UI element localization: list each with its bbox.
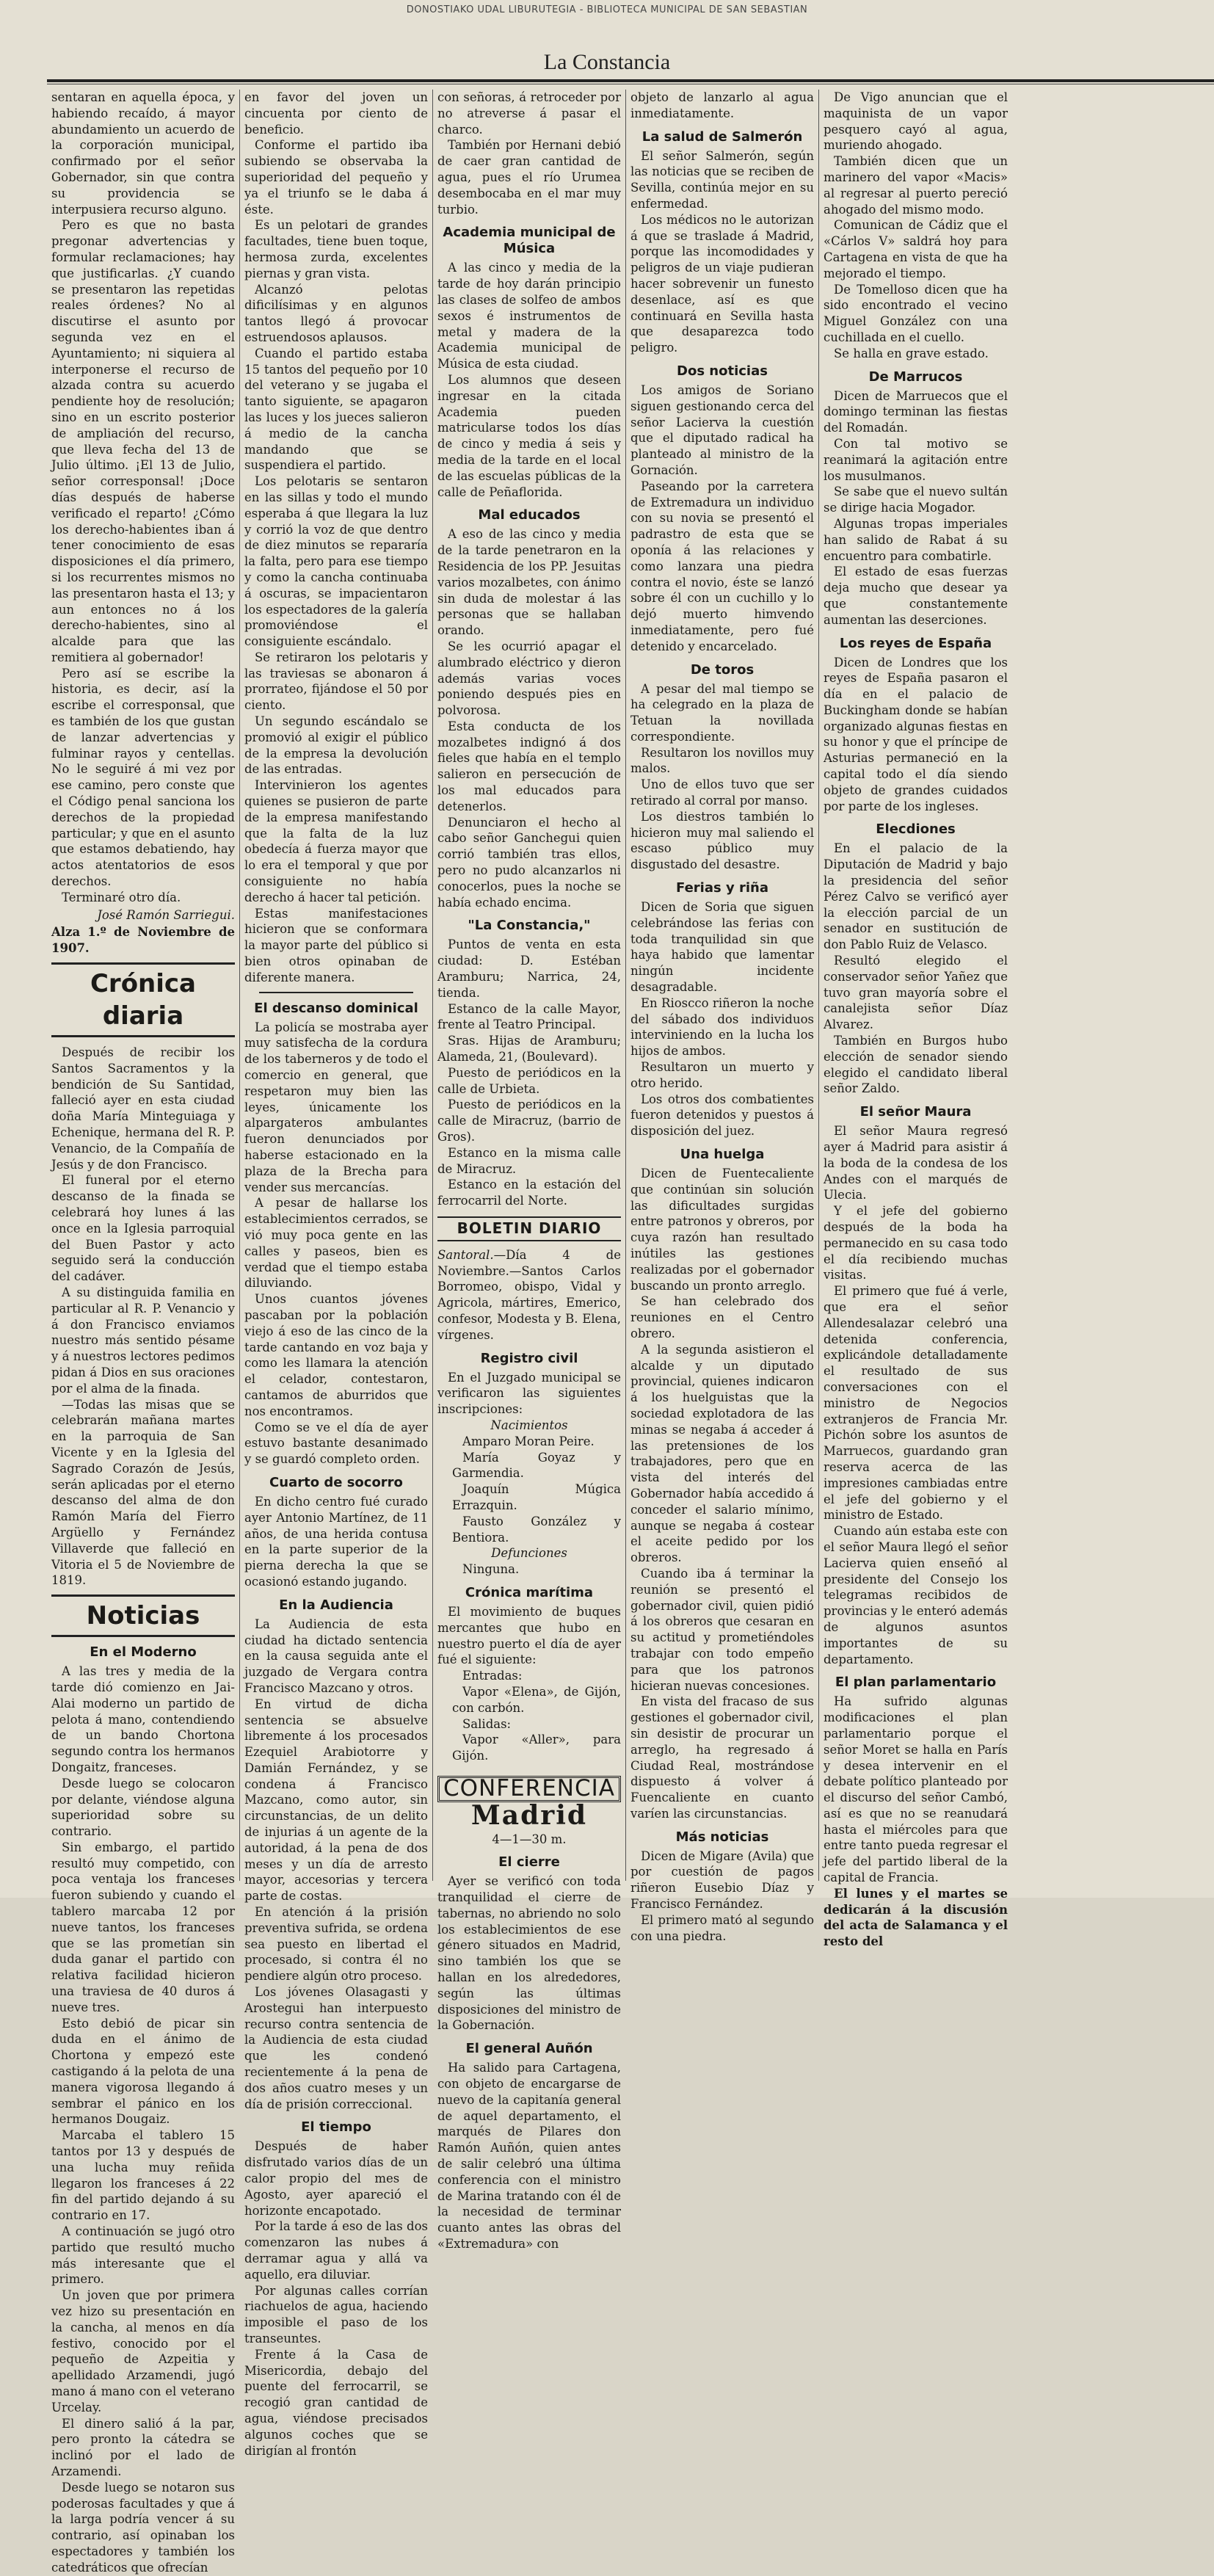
- signature: José Ramón Sarriegui.: [97, 907, 235, 922]
- article-text: Paseando por la carretera de Extremadura un individuo con su novia se presentó el padrastro de esta que se oponía á las relaciones y como lanzara una piedra contra el novio, éste se lanzó sobre él con un cuchillo y lo dejó muerto himvendo inmediatamente, pero fué detenido y encarcelado.: [630, 479, 814, 653]
- article-text: Dicen de Soria que siguen celebrándose las ferias con toda tranquilidad sin que haya habido que lamentar ningún incidente desagradable.: [630, 900, 814, 995]
- heading-huelga: Una huelga: [680, 1147, 765, 1163]
- article-text: En el palacio de la Diputación de Madrid y bajo la presidencia del señor Pérez Calvo se verificó ayer la elección parcial de un senador en sustitución de don Pablo Ruiz de Velasco.: [824, 841, 1008, 952]
- article-text: Se sabe que el nuevo sultán se dirige hacia Mogador.: [824, 485, 1008, 515]
- article-text: Denunciaron el hecho al cabo señor Ganchegui quien corrió también tras ellos, pero no pudo alcanzarlos ni conocerlos, pues la noche se había echado encima.: [437, 815, 621, 910]
- article-text: Por algunas calles corrían riachuelos de agua, haciendo imposible el paso de los transeuntes.: [244, 2283, 428, 2345]
- article-text: También dicen que un marinero del vapor «Macis» al regresar al puerto pereció ahogado del mismo modo.: [824, 154, 1008, 217]
- label-salidas: Salidas:: [462, 1716, 512, 1731]
- column-3: [433, 90, 626, 2252]
- separator: [259, 992, 413, 993]
- article-text: En el Juzgado municipal se verificaron las siguientes inscripciones:: [437, 1370, 621, 1417]
- heading-boletin: BOLETIN DIARIO: [437, 1216, 621, 1241]
- article-text: Ha sufrido algunas modificaciones el plan parlamentario porque el señor Moret se halla en París y desea intervenir en el debate político planteado por el discurso del señor Cambó, así es que no se reanudará hasta el miércoles para que entre tanto pueda regresar el jefe del partido liberal de la capital de Francia.: [824, 1694, 1008, 1885]
- article-text: De Vigo anuncian que el maquinista de un vapor pesquero cayó al agua, muriendo ahogado.: [824, 90, 1008, 153]
- article-text: A pesar de hallarse los establecimientos cerrados, se vió muy poca gente en las calles y paseos, bien es verdad que el tiempo estaba diluviando.: [244, 1196, 428, 1291]
- heading-aunon: El general Auñón: [465, 2041, 593, 2057]
- article-text: Algunas tropas imperiales han salido de Rabat á su encuentro para combatirle.: [824, 516, 1008, 563]
- article-text: Cuando el partido estaba 15 tantos del pequeño por 10 del veterano y se jugaba el tanto siguiente, se apagaron las luces y los jueces salieron á medio de la cancha mandando que se suspendiera el partido.: [244, 346, 428, 473]
- article-text: A pesar del mal tiempo se ha celegrado en la plaza de Tetuan la novillada correspondiente.: [630, 681, 814, 744]
- article-text: Se retiraron los pelotaris y las traviesas se abonaron á prorrateo, fijándose el 50 por ciento.: [244, 650, 428, 713]
- article-text: Frente á la Casa de Misericordia, debajo del puente del ferrocarril, se recogió gran cantidad de agua, viéndose precisados algunos coches que se dirigían al frontón: [244, 2347, 428, 2458]
- heading-conferencia: CONFERENCIA: [437, 1776, 621, 1802]
- article-text: Un segundo escándalo se promovió al exigir el público de la empresa la devolución de las entradas.: [244, 714, 428, 777]
- article-text: Se halla en grave estado.: [834, 346, 989, 360]
- article-text: Los alumnos que deseen ingresar en la citada Academia pueden matricularse todos los días de cinco y media á seis y media de la tarde en el local de las escuelas públicas de la calle de Peñaflorida.: [437, 372, 621, 499]
- column-5: [819, 90, 1012, 1949]
- heading-academia: Academia municipal de Música: [443, 225, 616, 257]
- article-text: El funeral por el eterno descanso de la finada se celebrará hoy lunes á las once en la Iglesia parroquial del Buen Pastor y acto seguido será la conducción del cadáver.: [51, 1173, 235, 1284]
- santoral-text: [437, 1247, 621, 1343]
- masthead: La Constancia: [543, 50, 671, 74]
- article-text: También en Burgos hubo elección de senador siendo elegido el candidato liberal señor Zaldo.: [824, 1034, 1008, 1096]
- article-text: Estanco de la calle Mayor, frente al Teatro Principal.: [437, 1001, 621, 1032]
- heading-elecciones: Elecdiones: [876, 821, 956, 838]
- article-text: Estanco en la estación del ferrocarril del Norte.: [437, 1178, 621, 1208]
- article-text: Dicen de Fuentecaliente que continúan sin solución las dificultades surgidas entre patronos y obreros, por cuya razón han resultado inútiles las gestiones realizadas por el gobernador buscando un pronto arreglo.: [630, 1167, 814, 1293]
- article-text: Esto debió de picar sin duda en el ánimo de Chortona y empezó este castigando á la pelota de una manera vigorosa llegando á sembrar el pánico en los hermanos Dougaiz.: [51, 2016, 235, 2127]
- article-text: Sin embargo, el partido resultó muy competido, con poca ventaja los franceses fueron subiendo y cuando el tablero marcaba 12 por nueve tantos, los franceses que se las prometían sin duda ganar el partido con relativa facilidad hicieron una traviesa de 40 duros á nueve tres.: [51, 1840, 235, 2014]
- santoral-body: —Día 4 de Noviembre.—Santos Carlos Borromeo, obispo, Vidal y Agricola, mártires, Emerico, confesor, Modesta y B. Elena, vírgenes.: [437, 1247, 621, 1342]
- article-text: El señor Maura regresó ayer á Madrid para asistir á la boda de la condesa de los Andes con el marqués de Ulecia.: [824, 1124, 1008, 1202]
- label-defunciones: Defunciones: [491, 1546, 567, 1561]
- article-text: Resultaron los novillos muy malos.: [630, 745, 814, 776]
- heading-dos-noticias: Dos noticias: [677, 363, 768, 379]
- column-1: [47, 90, 240, 2575]
- article-text: Ayer se verificó con toda tranquilidad el cierre de tabernas, no abriendo no solo los establecimientos de ese género situados en Madrid, sino también los que se hallan en los alrededores, según las últimas disposiciones del ministro de la Gobernación.: [437, 1874, 621, 2033]
- column-2: [240, 90, 433, 2458]
- heading-mal-educados: Mal educados: [478, 507, 581, 523]
- heading-madrid: Madrid: [470, 1799, 588, 1831]
- article-text: A las cinco y media de la tarde de hoy darán principio las clases de solfeo de ambos sexos é instrumentos de metal y madera de la Academia municipal de Música de esta ciudad.: [437, 261, 621, 371]
- dateline: Alza 1.º de Noviembre de 1907.: [51, 925, 235, 956]
- article-text: Ha salido para Cartagena, con objeto de encargarse de nuevo de la capitanía general de aquel departamento, el marqués de Pilares don Ramón Auñón, quien antes de salir celebró una última conferencia con el ministro de Marina tratando con él de la necesidad de terminar cuanto antes las obras del «Extremadura» con: [437, 2061, 621, 2252]
- article-text: Resultaron un muerto y otro herido.: [630, 1060, 814, 1090]
- article-text: Marcaba el tablero 15 tantos por 13 y después de una lucha muy reñida llegaron los franceses á 22 fin del partido dejando á su contrario en 17.: [51, 2128, 235, 2223]
- archive-header: DONOSTIAKO UDAL LIBURUTEGIA - BIBLIOTECA MUNICIPAL DE SAN SEBASTIAN: [406, 4, 808, 15]
- article-text: De Tomelloso dicen que ha sido encontrado el vecino Miguel González con una cuchillada en el cuello.: [824, 282, 1008, 344]
- columns: [47, 90, 1213, 2575]
- birth-entry: Fausto González y Bentiora.: [452, 1514, 621, 1545]
- article-text: Estas manifestaciones hicieron que se conformara la mayor parte del público si bien otros opinaban de diferente manera.: [244, 906, 428, 984]
- article-text: Conforme el partido iba subiendo se observaba la superioridad del pequeño y ya el triunfo se le daba á éste.: [244, 138, 428, 217]
- heading-marruecos: De Marrucos: [868, 369, 963, 385]
- article-text: Se les ocurrió apagar el alumbrado eléctrico y dieron además varias voces poniendo después pies en polvorosa.: [437, 639, 621, 718]
- heading-maura: El señor Maura: [859, 1104, 972, 1120]
- article-text: Puntos de venta en esta ciudad: D. Estéban Aramburu; Narrica, 24, tienda.: [437, 937, 621, 1000]
- article-text: Los pelotaris se sentaron en las sillas y todo el mundo esperaba á que llegara la luz y corrió la voz de que dentro de diez minutos se repararía la falta, pero para ese tiempo y como la cancha continuaba á oscuras, se impacientaron los espectadores de la galería promoviéndose el consiguiente escándalo.: [244, 474, 428, 649]
- article-text: Cuando iba á terminar la reunión se presentó el gobernador civil, quien pidió á los obreros que cesaran en su actitud y prometiéndoles trabajar con todo empeño para que los patronos hicieran nuevas concesiones.: [630, 1566, 814, 1693]
- article-text: La Audiencia de esta ciudad ha dictado sentencia en la causa seguida ante el juzgado de Vergara contra Francisco Mazcano y otros.: [244, 1617, 428, 1695]
- article-text: El lunes y el martes se dedicarán á la discusión del acta de Salamanca y el resto del: [824, 1886, 1008, 1949]
- article-text: Se han celebrado dos reuniones en el Centro obrero.: [630, 1294, 814, 1340]
- article-text: Intervinieron los agentes quienes se pusieron de parte de la empresa manifestando que la falta de la luz obedecía á fuerza mayor que lo era el temporal y que por consiguiente no había derecho á hacer tal petición.: [244, 778, 428, 904]
- article-text: Con tal motivo se reanimará la agitación entre los musulmanos.: [824, 436, 1008, 483]
- article-text: Después de haber disfrutado varios días de un calor propio del mes de Agosto, ayer apareció el horizonte encapotado.: [244, 2139, 428, 2218]
- article-text: Comunican de Cádiz que el «Cárlos V» saldrá hoy para Cartagena en vista de que ha mejorado el tiempo.: [824, 218, 1008, 280]
- article-text: con señoras, á retroceder por no atreverse á pasar el charco.: [437, 90, 621, 137]
- article-text: Y el jefe del gobierno después de la boda ha permanecido en su casa todo el día recibiendo muchas visitas.: [824, 1204, 1008, 1282]
- article-text: sentaran en aquella época, y habiendo recaído, á mayor abundamiento un acuerdo de la corporación municipal, confirmado por el señor Gobernador, sin que contra su providencia se interpusiera recurso alguno.: [51, 90, 235, 217]
- heading-audiencia: En la Audiencia: [279, 1597, 393, 1613]
- article-text: A eso de las cinco y media de la tarde penetraron en la Residencia de los PP. Jesuitas varios mozalbetes, con ánimo sin duda de molestar á las personas que se hallaban orando.: [437, 527, 621, 638]
- article-text: Es un pelotari de grandes facultades, tiene buen toque, hermosa zurda, excelentes piernas y gran vista.: [244, 218, 428, 280]
- article-text: En vista del fracaso de sus gestiones el gobernador civil, sin desistir de procurar un arreglo, ha regresado á Ciudad Real, mostrándose dispuesto á volver á Fuencaliente en cuanto varíen las circunstancias.: [630, 1694, 814, 1821]
- article-text: En Rioscco riñeron la noche del sábado dos individuos interviniendo en la lucha los hijos de ambos.: [630, 995, 814, 1059]
- article-text: El señor Salmerón, según las noticias que se reciben de Sevilla, continúa mejor en su enfermedad.: [630, 148, 814, 211]
- heading-tiempo: El tiempo: [301, 2119, 371, 2136]
- article-text: Unos cuantos jóvenes pascaban por la población viejo á eso de las cinco de la tarde cantando en voz baja y como les llamara la atención el celador, contestaron, cantamos de aburridos que nos encontramos.: [244, 1292, 428, 1418]
- heading-socorro: Cuarto de socorro: [269, 1474, 403, 1490]
- article-text: Dicen de Londres que los reyes de España pasaron el día en el palacio de Buckingham donde se habían organizado algunas fiestas en su honor y que el príncipe de Asturias permaneció en la capital todo el día siendo objeto de grandes cuidados por parte de los ingleses.: [824, 655, 1008, 813]
- article-text: Por la tarde á eso de las dos comenzaron las nubes á derramar agua y allá va aquello, era diluviar.: [244, 2219, 428, 2282]
- article-text: Pero es que no basta pregonar advertencias y formular reclamaciones; hay que justificarlas. ¿Y cuando se presentaron las repetidas reales órdenes? No al discutirse el asunto por segunda vez en el Ayuntamiento; ni siquiera al interponerse el recurso de alzada contra su acuerdo pendiente hoy de resolución; sino en un escrito posterior de ampliación del recurso, que lleva fecha del 13 de Julio último. ¡El 13 de Julio, señor corresponsal! ¡Doce días después de haberse verificado el reparto! ¿Cómo los derecho-habientes iban á tener conocimiento de esas disposiciones el día primero, si los recurrentes mismos no las presentaron hasta el 13; y aun entonces no á los derecho-habientes, sino al alcalde para que las remitiera al gobernador!: [51, 218, 235, 664]
- article-text: A continuación se jugó otro partido que resultó mucho más interesante que el primero.: [51, 2224, 235, 2287]
- article-text: Alcanzó pelotas dificilísimas y en algunos tantos llegó á provocar estruendosos aplausos.: [244, 282, 428, 344]
- article-text: Los médicos no le autorizan á que se traslade á Madrid, porque las incomodidades y peligros de un viaje pudieran hacer sobrevenir un funesto desenlace, así es que continuará en Sevilla hasta que desaparezca todo peligro.: [630, 212, 814, 355]
- article-text: Los amigos de Soriano siguen gestionando cerca del señor Lacierva la cuestión que el diputado radical ha planteado al ministro de la Gornación.: [630, 382, 814, 477]
- article-text: Puesto de periódicos en la calle de Urbieta.: [437, 1065, 621, 1096]
- death-entry: Ninguna.: [462, 1562, 520, 1577]
- article-text: objeto de lanzarlo al agua inmediatamente.: [630, 90, 814, 120]
- article-text: Terminaré otro día.: [62, 890, 181, 904]
- label-nacimientos: Nacimientos: [490, 1418, 568, 1432]
- section-title-cronica: Crónica diaria: [51, 962, 235, 1037]
- article-text: Dicen de Migare (Avila) que por cuestión de pagos riñeron Eusebio Díaz y Francisco Fernández.: [630, 1848, 814, 1912]
- article-text: En dicho centro fué curado ayer Antonio Martínez, de 11 años, de una herida contusa en la parte superior de la pierna derecha la que se ocasionó estando jugando.: [244, 1494, 428, 1589]
- heading-salmeron: La salud de Salmerón: [641, 128, 803, 145]
- article-text: Puesto de periódicos en la calle de Miracruz, (barrio de Gros).: [437, 1097, 621, 1144]
- birth-entry: Amparo Moran Peire.: [462, 1434, 595, 1448]
- column-4: [626, 90, 819, 1943]
- heading-la-constancia: "La Constancia,": [468, 918, 591, 934]
- article-text: Esta conducta de los mozalbetes indignó á dos fieles que había en el templo salieron en persecución de los mal educados para detenerlos.: [437, 719, 621, 813]
- madrid-time: 4—1—30 m.: [492, 1832, 567, 1846]
- label-entradas: Entradas:: [462, 1669, 523, 1683]
- article-text: A las tres y media de la tarde dió comienzo en Jai-Alai moderno un partido de pelota á mano, contendiendo de un bando Chortona segundo contra los hermanos Dongaitz, franceses.: [51, 1664, 235, 1774]
- article-text: Después de recibir los Santos Sacramentos y la bendición de Su Santidad, falleció ayer en esta ciudad doña María Minteguiaga y Echenique, hermana del R. P. Venancio, de la Compañía de Jesús y de don Francisco.: [51, 1045, 235, 1172]
- article-text: Pero así se escribe la historia, es decir, así la escribe el corresponsal, que es también de los que gustan de lanzar advertencias y fulminar rayos y centellas. No le seguiré á mi vez por ese camino, pero conste que el Código penal sanciona los derechos de la propiedad particular; y que en el asunto que estamos debatiendo, hay actos atentatorios de esos derechos.: [51, 666, 235, 889]
- article-text: En virtud de dicha sentencia se absuelve libremente á los procesados Ezequiel Arabiotorre y Damián Fernández, y se condena á Francisco Mazcano, como autor, sin circunstancias, de un delito de injurias á un agente de la autoridad, á la pena de dos meses y un día de arresto mayor, accesorias y tercera parte de costas.: [244, 1697, 428, 1904]
- article-text: Estanco en la misma calle de Miracruz.: [437, 1145, 621, 1176]
- article-text: —Todas las misas que se celebrarán mañana martes en la parroquia de San Vicente y en la Iglesia del Sagrado Corazón de Jesús, serán aplicadas por el eterno descanso del alma de don Ramón María del Fierro Argüello y Fernández Villaverde que falleció en Vitoria el 5 de Noviembre de 1819.: [51, 1397, 235, 1588]
- heading-maritima: Crónica marítima: [465, 1584, 594, 1600]
- article-text: Cuando aún estaba este con el señor Maura llegó el señor Lacierva quien enseñó al presidente del Consejo los telegramas recibidos de provincias y le enteró además de algunos asuntos importantes de su departamento.: [824, 1524, 1008, 1666]
- article-text: A su distinguida familia en particular al R. P. Venancio y á don Francisco enviamos nuestro más sentido pésame y á nuestros lectores pedimos pidan á Dios en sus oraciones por el alma de la finada.: [51, 1285, 235, 1396]
- heading-mas-noticias: Más noticias: [675, 1829, 769, 1845]
- santoral-label: Santoral.: [437, 1247, 494, 1262]
- article-text: Los otros dos combatientes fueron detenidos y puestos á disposición del juez.: [630, 1092, 814, 1139]
- section-title-noticias: Noticias: [51, 1594, 235, 1637]
- article-text: Uno de ellos tuvo que ser retirado al corral por manso.: [630, 777, 814, 808]
- heading-plan: El plan parlamentario: [835, 1675, 997, 1691]
- birth-entry: Joaquín Múgica Errazquin.: [452, 1482, 621, 1512]
- article-text: Los jóvenes Olasagasti y Arostegui han interpuesto recurso contra sentencia de la Audiencia de esta ciudad que les condenó recientemente á la pena de dos años cuatro meses y un día de prisión correccional.: [244, 1985, 428, 2111]
- heading-toros: De toros: [690, 661, 755, 678]
- top-rule: [47, 79, 1214, 82]
- article-text: en favor del joven un cincuenta por ciento de beneficio.: [244, 90, 428, 137]
- article-text: También por Hernani debió de caer gran cantidad de agua, pues el río Urumea desembocaba en el mar muy turbio.: [437, 138, 621, 217]
- heading-cierre: El cierre: [498, 1854, 560, 1871]
- birth-entry: María Goyaz y Garmendia.: [452, 1450, 621, 1481]
- article-text: Como se ve el día de ayer estuvo bastante desanimado y se guardó completo orden.: [244, 1420, 428, 1467]
- article-text: Resultó elegido el conservador señor Yañez que tuvo gran mayoría sobre el canalejista señor Díaz Alvarez.: [824, 954, 1008, 1032]
- article-text: El primero mató al segundo con una piedra.: [630, 1912, 814, 1943]
- heading-moderno: En el Moderno: [90, 1644, 197, 1661]
- article-text: Dicen de Marruecos que el domingo terminan las fiestas del Romadán.: [824, 388, 1008, 435]
- article-text: Desde luego se colocaron por delante, viéndose alguna superioridad sobre su contrario.: [51, 1776, 235, 1839]
- article-text: En atención á la prisión preventiva sufrida, se ordena sea puesto en libertad el procesado, si contra él no pendiere algún otro proceso.: [244, 1905, 428, 1984]
- article-text: A la segunda asistieron el alcalde y un diputado provincial, quienes indicaron á los huelguistas que la sociedad explotadora de las minas se negaba á acceder á las pretensiones de los trabajadores, pero que en vista del interés del Gobernador había accedido á conceder el salario mínimo, aunque se negaba á costear el aceite pedido por los obreros.: [630, 1342, 814, 1565]
- article-text: El primero que fué á verle, que era el señor Allendesalazar celebró una detenida conferencia, explicándole detalladamente el resultado de sus conversaciones con el ministro de Negocios extranjeros de Francia Mr. Pichón sobre los asuntos de Marruecos, guardando gran reserva acerca de las impresiones cambiadas entre el jefe del gobierno y el ministro de Estado.: [824, 1284, 1008, 1523]
- article-text: Sras. Hijas de Aramburu; Alameda, 21, (Boulevard).: [437, 1034, 621, 1064]
- heading-descanso: El descanso dominical: [254, 1000, 418, 1016]
- article-text: El movimiento de buques mercantes que hubo en nuestro puerto el día de ayer fué el siguiente:: [437, 1604, 621, 1667]
- heading-registro: Registro civil: [480, 1350, 578, 1366]
- salida-entry: Vapor «Aller», para Gijón.: [452, 1733, 621, 1763]
- article-text: El dinero salió á la par, pero pronto la cátedra se inclinó por el lado de Arzamendi.: [51, 2416, 235, 2478]
- article-text: Un joven que por primera vez hizo su presentación en la cancha, al menos en día festivo, conocido por el pequeño de Azpeitia y apellidado Arzamendi, jugó mano á mano con el veterano Urcelay.: [51, 2288, 235, 2414]
- article-text: El estado de esas fuerzas deja mucho que desear ya que constantemente aumentan las deserciones.: [824, 565, 1008, 627]
- heading-ferias: Ferias y riña: [676, 880, 768, 896]
- entrada-entry: Vapor «Elena», de Gijón, con carbón.: [452, 1684, 621, 1715]
- article-text: Desde luego se notaron sus poderosas facultades y que á la larga podría vencer á su contrario, así opinaban los espectadores y también los catedráticos que ofrecían: [51, 2480, 235, 2575]
- heading-reyes: Los reyes de España: [839, 635, 992, 651]
- article-text: Los diestros también lo hicieron muy mal saliendo el escaso público muy disgustado del desastre.: [630, 809, 814, 872]
- article-text: La policía se mostraba ayer muy satisfecha de la cordura de los taberneros y de todo el comercio en general, que respetaron muy bien las leyes, únicamente los alpargateros ambulantes fueron denunciados por haberse estacionado en la plaza de la Brecha para vender sus mercancías.: [244, 1020, 428, 1194]
